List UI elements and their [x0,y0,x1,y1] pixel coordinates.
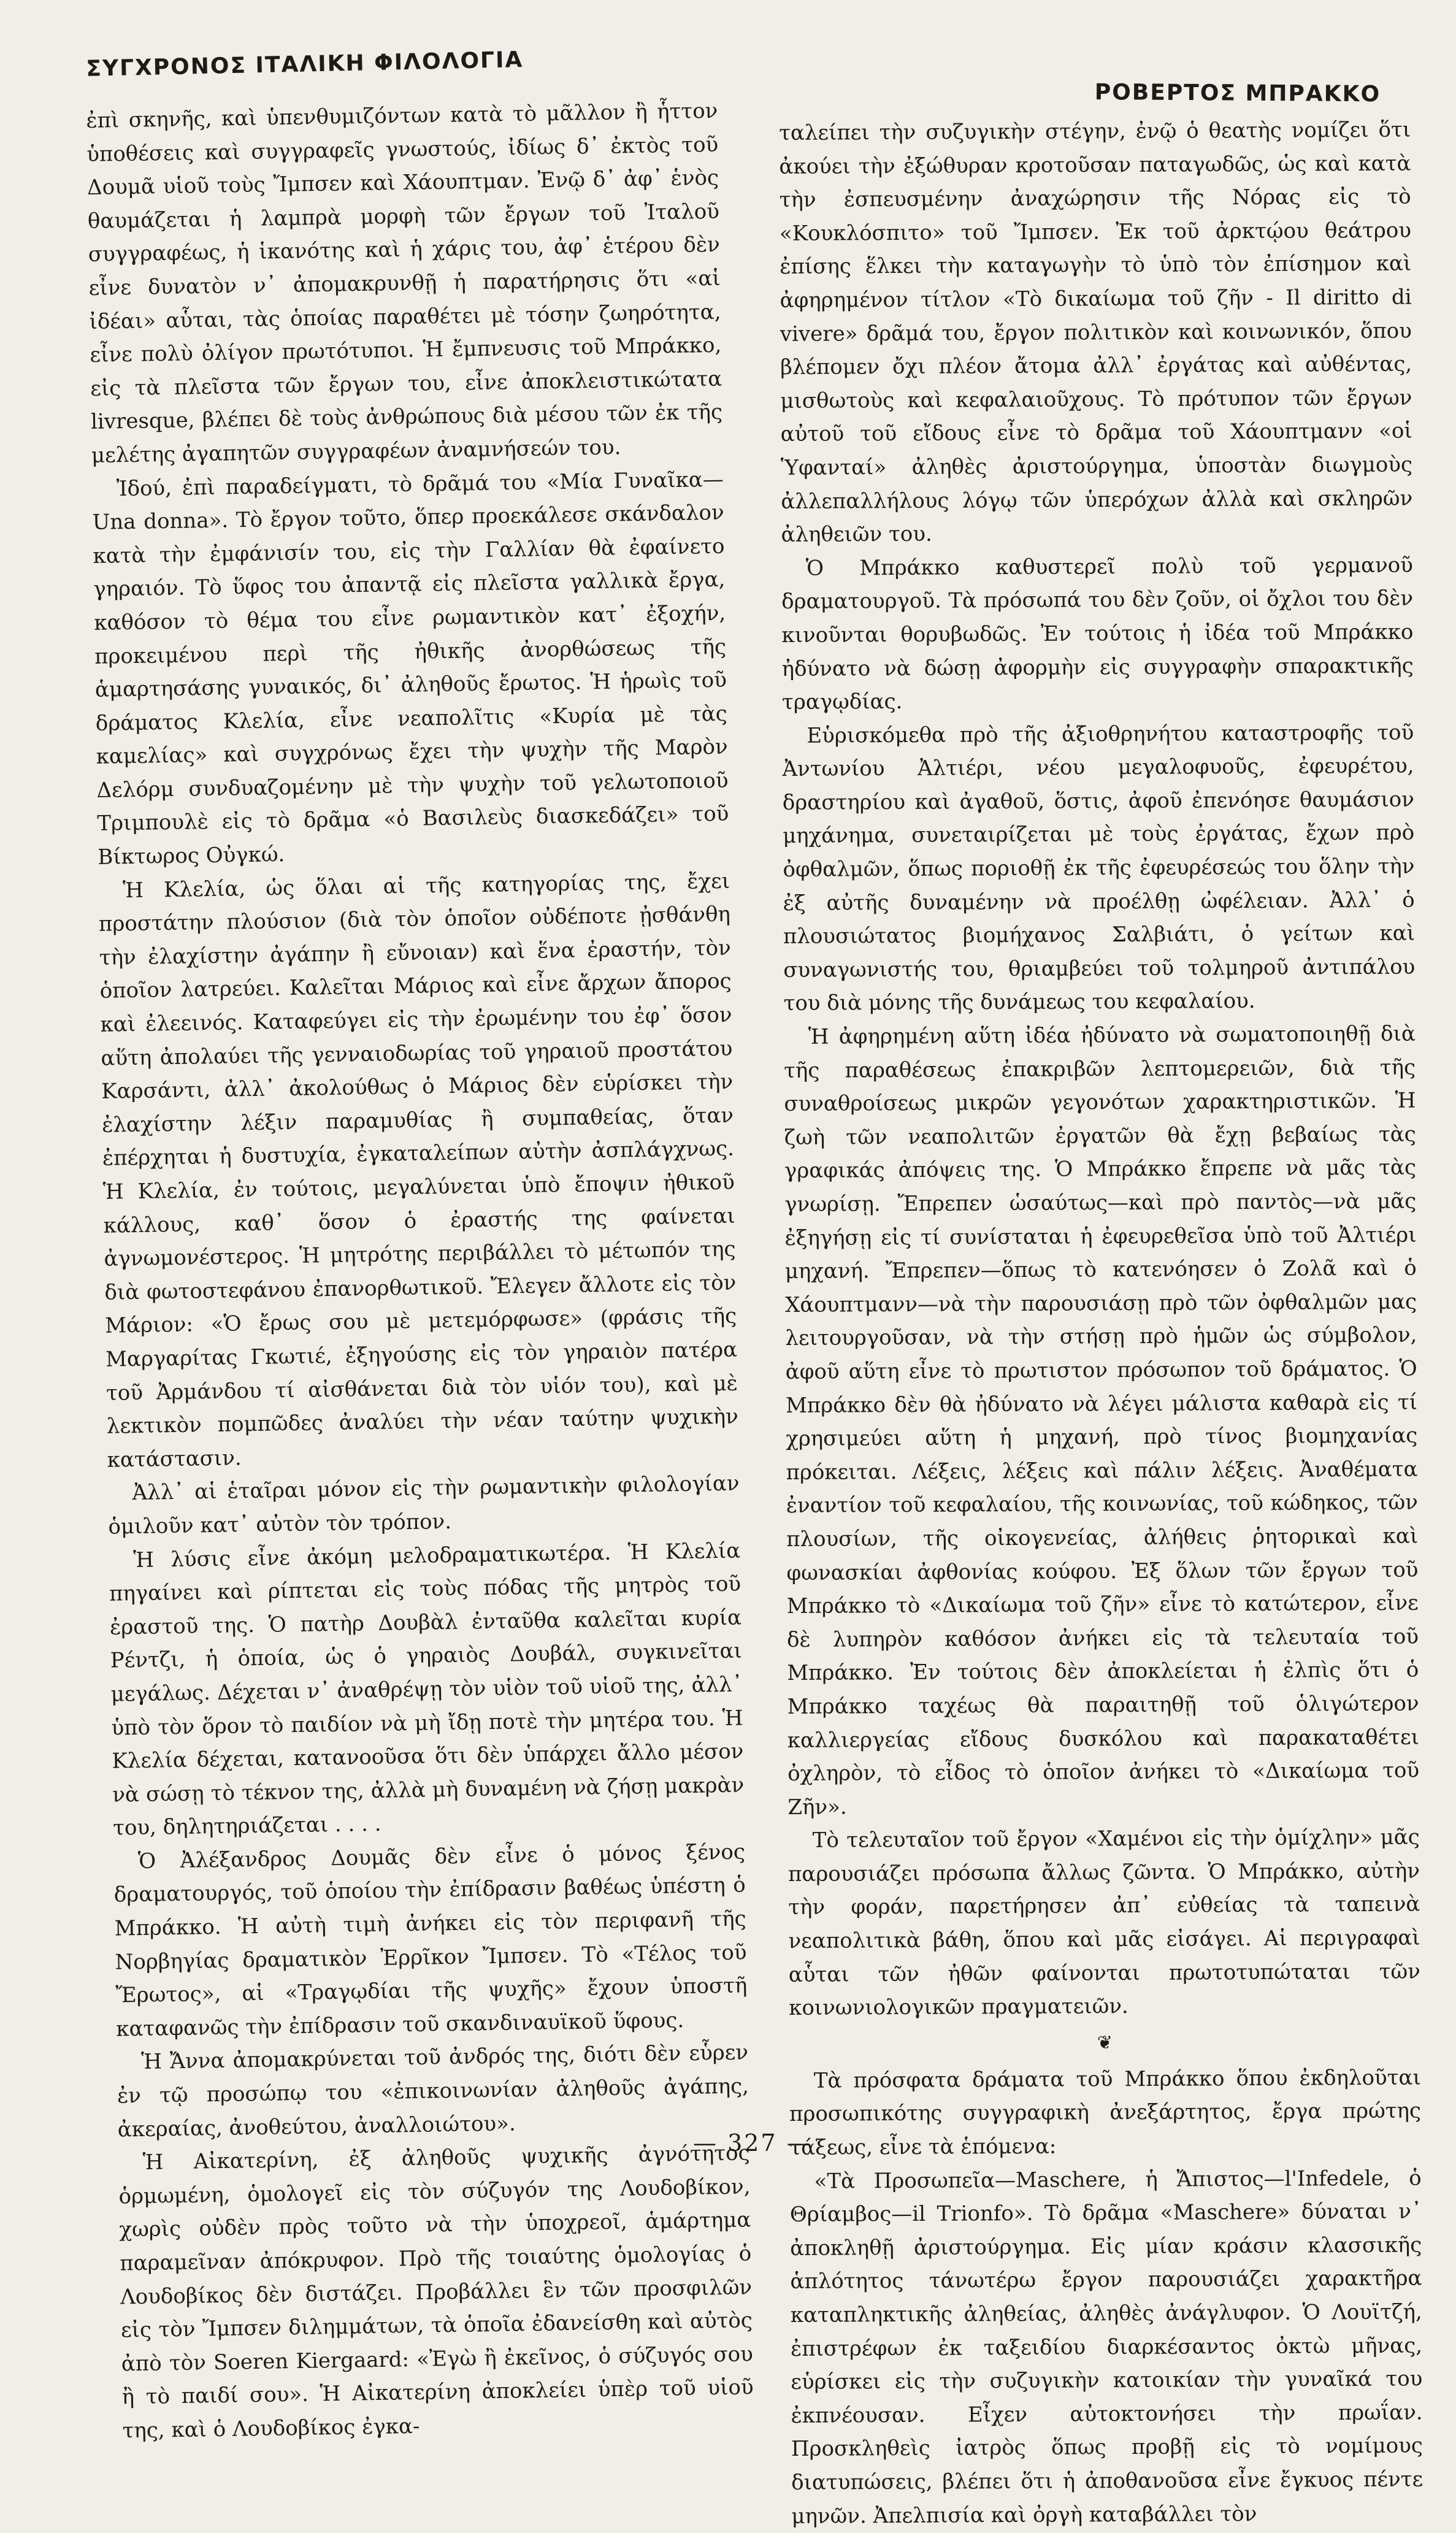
page-number: — 327 — [693,2129,812,2156]
paragraph: Ἡ Ἄννα ἀπομακρύνεται τοῦ ἀνδρός της, διότι δὲν εὗρεν ἐν τῷ προσώπῳ του «ἐπικοινωνίαν ἀληθοῦς ἀγάπης, ἀκεραίας, ἀνοθεύτου, ἀναλλοιώτου». [117,2040,749,2142]
paragraph: Ἡ Αἰκατερίνη, ἐξ ἀληθοῦς ψυχικῆς ἀγνότητος ὁρμωμένη, ὁμολογεῖ εἰς τὸν σύζυγόν της Λουδοβίκον, χωρὶς οὐδὲν πρὸς τοῦτο νὰ τὴν ὑποχρεοῖ, ἁμάρτημα παραμεῖναν ἀπόκρυφον. Πρὸ τῆς τοιαύτης ὁμολογίας ὁ Λουδοβίκος δὲν διστάζει. Προβάλλει ἓν τῶν προσφιλῶν εἰς τὸν Ἴμπσεν διλημμάτων, τὰ ὁποῖα ἐδανείσθη καὶ αὐτὸς ἀπὸ τὸν Soeren Kiergaard: «Ἐγὼ ἢ ἐκεῖνος, ὁ σύζυγός σου ἢ τὸ παιδί σου». Ἡ Αἰκατερίνη ἀποκλείει ὑπὲρ τοῦ υἱοῦ της, καὶ ὁ Λουδοβίκος ἐγκα- [118,2140,754,2443]
paragraph: Ὁ Ἀλέξανδρος Δουμᾶς δὲν εἶνε ὁ μόνος ξένος δραματουργός, τοῦ ὁποίου τὴν ἐπίδρασιν βαθέως ὑπέστη ὁ Μπράκκο. Ἡ αὐτὴ τιμὴ ἀνήκει εἰς τὸν περιφανῆ τῆς Νορβηγίας δραματικὸν Ἐρρῖκον Ἴμπσεν. Τὸ «Τέλος τοῦ Ἔρωτος», αἱ «Τραγῳδίαι τῆς ψυχῆς» ἔχουν ὑποστῆ καταφανῶς τὴν ἐπίδρασιν τοῦ σκανδιναυϊκοῦ ὕφους. [113,1839,748,2042]
paragraph: «Τὰ Προσωπεῖα—Maschere, ἡ Ἄπιστος—l'Infedele, ὁ Θρίαμβος—il Trionfo». Τὸ δρᾶμα «Maschere» δύναται ν᾿ ἀποκληθῇ ἀριστούργημα. Εἰς μίαν κράσιν κλασσικῆς ἁπλότητος τάνωτέρω ἔργον παρουσιάζει χαρακτῆρα καταπληκτικῆς ἀληθείας, ἀληθὲς ἀνάγλυφον. Ὁ Λουϊτζή, ἐπιστρέφων ἐκ ταξειδίου διαρκέσαντος ὀκτὼ μῆνας, εὑρίσκει εἰς τὴν συζυγικὴν κατοικίαν τὴν γυναῖκά του ἐκπνέουσαν. Εἶχεν αὐτοκτονήσει τὴν πρωΐαν. Προσκληθεὶς ἰατρὸς ὅπως προβῇ εἰς τὸ νομίμους διατυπώσεις, βλέπει ὅτι ἡ ἀποθανοῦσα εἶνε ἔγκυος πέντε μηνῶν. Ἀπελπισία καὶ ὀργὴ καταβάλλει τὸν [789,2166,1423,2529]
running-head-right: ΡΟΒΕΡΤΟΣ ΜΠΡΑΚΚΟ [1094,80,1381,107]
paragraph: Ἡ Κλελία, ὡς ὅλαι αἱ τῆς κατηγορίας της, ἔχει προστάτην πλούσιον (διὰ τὸν ὁποῖον οὐδέποτε ᾐσθάνθη τὴν ἐλαχίστην ἀγάπην ἢ εὔνοιαν) καὶ ἕνα ἐραστήν, τὸν ὁποῖον λατρεύει. Καλεῖται Μάριος καὶ εἶνε ἄρχων ἄπορος καὶ ἐλεεινός. Καταφεύγει εἰς τὴν ἐρωμένην του ἐφ᾿ ὅσον αὕτη ἀπολαύει τῆς γενναιοδωρίας τοῦ γηραιοῦ προστάτου Καρσάντι, ἀλλ᾿ ἀκολούθως ὁ Μάριος δὲν εὑρίσκει τὴν ἐλαχίστην λέξιν παραμυθίας ἢ συμπαθείας, ὅταν ἐπέρχηται ἡ δυστυχία, ἐγκαταλείπων αὐτὴν ἀσπλάγχνως. Ἡ Κλελία, ἐν τούτοις, μεγαλύνεται ὑπὸ ἔποψιν ἠθικοῦ κάλλους, καθ᾿ ὅσον ὁ ἐραστής της φαίνεται ἀγνωμονέστερος. Ἡ μητρότης περιβάλλει τὸ μέτωπόν της διὰ φωτοστεφάνου ἐπανορθωτικοῦ. Ἔλεγεν ἄλλοτε εἰς τὸν Μάριον: «Ὁ ἔρως σου μὲ μετεμόρφωσε» (φράσις τῆς Μαργαρίτας Γκωτιέ, ἐξηγούσης εἰς τὸν γηραιὸν πατέρα τοῦ Ἀρμάνδου τί αἰσθάνεται διὰ τὸν υἱόν του), καὶ μὲ λεκτικὸν πομπῶδες ἀναλύει τὴν νέαν ταύτην ψυχικὴν κατάστασιν. [98,868,739,1473]
paragraph: ταλείπει τὴν συζυγικὴν στέγην, ἐνῷ ὁ θεατὴς νομίζει ὅτι ἀκούει τὴν ἐξώθυραν κροτοῦσαν παταγωδῶς, ὡς καὶ κατὰ τὴν ἐσπευσμένην ἀναχώρησιν τῆς Νόρας εἰς τὸ «Κουκλόσπιτο» τοῦ Ἴμπσεν. Ἐκ τοῦ ἀρκτῴου θεάτρου ἐπίσης ἕλκει τὴν καταγωγὴν τὸ ὑπὸ τὸν ἐπίσημον καὶ ἀφηρημένον τίτλον «Τὸ δικαίωμα τοῦ ζῆν - Il diritto di vivere» δρᾶμά του, ἔργον πολιτικὸν καὶ κοινωνικόν, ὅπου βλέπομεν ὄχι πλέον ἄτομα ἀλλ᾿ ἐργάτας καὶ αὐθέντας, μισθωτοὺς καὶ κεφαλαιοῦχους. Τὸ πρότυπον τῶν ἔργων αὐτοῦ τοῦ εἴδους εἶνε τὸ δρᾶμα τοῦ Χάουπτμανν «οἱ Ὑφανταί» ἀληθὲς ἀριστούργημα, ὑποστὰν διωγμοὺς ἀλλεπαλλήλους λόγῳ τῶν ὑπερόχων ἀλλὰ καὶ σκληρῶν ἀληθειῶν του. [779,117,1413,548]
right-column [779,113,1423,2533]
paragraph: Ἰδού, ἐπὶ παραδείγματι, τὸ δρᾶμά του «Μία Γυναῖκα—Una donna». Τὸ ἔργον τοῦτο, ὅπερ προεκάλεσε σκάνδαλον κατὰ τὴν ἐμφάνισίν του, εἰς τὴν Γαλλίαν θὰ ἐφαίνετο γηραιόν. Τὸ ὕφος του ἀπαντᾷ εἰς πλεῖστα γαλλικὰ ἔργα, καθόσον τὸ θέμα του εἶνε ρωμαντικὸν κατ᾿ ἐξοχήν, προκειμένου περὶ τῆς ἠθικῆς ἀνορθώσεως τῆς ἁμαρτησάσης γυναικός, δι᾿ ἀληθοῦς ἔρωτος. Ἡ ἡρωὶς τοῦ δράματος Κλελία, εἶνε νεαπολῖτις «Κυρία μὲ τὰς καμελίας» καὶ συγχρόνως ἔχει τὴν ψυχὴν τῆς Μαρὸν Δελόρμ συνδυαζομένην μὲ τὴν ψυχὴν τοῦ γελωτοποιοῦ Τριμπουλὲ εἰς τὸ δρᾶμα «ὁ Βασιλεὺς διασκεδάζει» τοῦ Βίκτωρος Οὐγκώ. [92,467,729,870]
running-head-left: ΣΥΓΧΡΟΝΟΣ ΙΤΑΛΙΚΗ ΦΙΛΟΛΟΓΙΑ [86,47,524,82]
left-column [86,94,754,2448]
paragraph: Ὁ Μπράκκο καθυστερεῖ πολὺ τοῦ γερμανοῦ δραματουργοῦ. Τὰ πρόσωπά του δὲν ζοῦν, οἱ ὄχλοι του δὲν κινοῦνται θορυβωδῶς. Ἐν τούτοις ἡ ἰδέα τοῦ Μπράκκο ἠδύνατο νὰ δώσῃ ἀφορμὴν εἰς συγγραφὴν σπαρακτικῆς τραγῳδίας. [781,553,1414,715]
paragraph: Εὑρισκόμεθα πρὸ τῆς ἀξιοθρηνήτου καταστροφῆς τοῦ Ἀντωνίου Ἀλτιέρι, νέου μεγαλοφυοῦς, ἐφευρέτου, δραστηρίου καὶ ἀγαθοῦ, ὅστις, ἀφοῦ ἐπενόησε θαυμάσιον μηχάνημα, συνεταιρίζεται μὲ τοὺς ἐργάτας, ἔχων πρὸ ὀφθαλμῶν, ὅπως ποριοθῇ ἐκ τῆς ἐφευρέσεώς του ὅλην τὴν ἐξ αὐτῆς δυναμένην νὰ προέλθῃ ὠφέλειαν. Ἀλλ᾿ ὁ πλουσιώτατος βιομήχανος Σαλβιάτι, ὁ γείτων καὶ συναγωνιστής του, θριαμβεύει τοῦ τολμηροῦ ἀντιπάλου του διὰ μόνης τῆς δυνάμεως του κεφαλαίου. [782,720,1416,1016]
paragraph: ἐπὶ σκηνῆς, καὶ ὑπενθυμιζόντων κατὰ τὸ μᾶλλον ἢ ἧττον ὑποθέσεις καὶ συγγραφεῖς γνωστούς, ἰδίως δ᾿ ἐκτὸς τοῦ Δουμᾶ υἱοῦ τοὺς Ἴμπσεν καὶ Χάουπτμαν. Ἐνῷ δ᾿ ἀφ᾿ ἑνὸς θαυμάζεται ἡ λαμπρὰ μορφὴ τῶν ἔργων τοῦ Ἰταλοῦ συγγραφέως, ἡ ἱκανότης καὶ ἡ χάρις του, ἀφ᾿ ἑτέρου δὲν εἶνε δυνατὸν ν᾿ ἀπομακρυνθῇ ἡ παρατήρησις ὅτι «αἱ ἰδέαι» αὗται, τὰς ὁποίας παραθέτει μὲ τόσην ζωηρότητα, εἶνε πολὺ ὀλίγον πρωτότυποι. Ἡ ἔμπνευσις τοῦ Μπράκκο, εἰς τὰ πλεῖστα τῶν ἔργων του, εἶνε ἀποκλειστικώτατα livresque, βλέπει δὲ τοὺς ἀνθρώπους διὰ μέσου τῶν ἐκ τῆς μελέτης ἀγαπητῶν συγγραφέων ἀναμνήσεών του. [86,98,723,468]
paragraph: Ἡ ἀφηρημένη αὕτη ἰδέα ἠδύνατο νὰ σωματοποιηθῇ διὰ τῆς παραθέσεως ἐπακριβῶν λεπτομερειῶν, διὰ τῆς συναθροίσεως μικρῶν γεγονότων χαρακτηριστικῶν. Ἡ ζωὴ τῶν νεαπολιτῶν ἐργατῶν θὰ ἔχῃ βεβαίως τὰς γραφικάς ἀπόψεις της. Ὁ Μπράκκο ἔπρεπε νὰ μᾶς τὰς γνωρίσῃ. Ἔπρεπεν ὡσαύτως—καὶ πρὸ παντὸς—νὰ μᾶς ἐξηγήσῃ εἰς τί συνίσταται ἡ ἐφευρεθεῖσα ὑπὸ τοῦ Ἀλτιέρι μηχανή. Ἔπρεπεν—ὅπως τὸ κατενόησεν ὁ Ζολᾶ καὶ ὁ Χάουπτμανν—νὰ τὴν παρουσιάσῃ πρὸ τῶν ὀφθαλμῶν μας λειτουργοῦσαν, νὰ τὴν στήσῃ πρὸ ἡμῶν ὡς σύμβολον, ἀφοῦ αὕτη εἶνε τὸ πρωτιστον πρόσωπον τοῦ δράματος. Ὁ Μπράκκο δὲν θὰ ἠδύνατο νὰ λέγει μάλιστα καθαρὰ εἰς τί χρησιμεύει αὕτη ἡ μηχανή, πρὸ τίνος βιομηχανίας πρόκειται. Λέξεις, λέξεις καὶ πάλιν λέξεις. Ἀναθέματα ἐναντίον τοῦ κεφαλαίου, τῆς κοινωνίας, τοῦ κώδηκος, τῶν πλουσίων, τῆς οἰκογενείας, ἀλήθεις ῥητορικαὶ καὶ φωνασκίαι ἀφθονίας κούφου. Ἐξ ὅλων τῶν ἔργων τοῦ Μπράκκο τὸ «Δικαίωμα τοῦ ζῆν» εἶνε τὸ κατώτερον, εἶνε δὲ λυπηρὸν καθόσον ἀνήκει εἰς τὰ τελευταία τοῦ Μπράκκο. Ἐν τούτοις δὲν ἀποκλείεται ἡ ἐλπὶς ὅτι ὁ Μπράκκο ταχέως θὰ παραιτηθῇ τοῦ ὁλιγώτερον καλλιεργείας εἴδους δυσκόλου καὶ παρακαταθέτει ὀχληρὸν, τὸ εἶδος τὸ ὁποῖον ἀνήκει τὸ «Δικαίωμα τοῦ Ζῆν». [784,1021,1420,1820]
section-ornament: ❦ [1097,2032,1113,2054]
paragraph: Ἡ λύσις εἶνε ἀκόμη μελοδραματικωτέρα. Ἡ Κλελία πηγαίνει καὶ ρίπτεται εἰς τοὺς πόδας τῆς μητρὸς τοῦ ἐραστοῦ της. Ὁ πατὴρ Δουβὰλ ἐνταῦθα καλεῖται κυρία Ρέντζι, ἡ ὁποία, ὡς ὁ γηραιὸς Δουβάλ, συγκινεῖται μεγάλως. Δέχεται ν᾿ ἀναθρέψῃ τὸν υἱὸν τοῦ υἱοῦ της, ἀλλ᾿ ὑπὸ τὸν ὅρον τὸ παιδίον νὰ μὴ ἴδῃ ποτὲ τὴν μητέρα του. Ἡ Κλελία δέχεται, κατανοοῦσα ὅτι δὲν ὑπάρχει ἄλλο μέσον νὰ σώσῃ τὸ τέκνον της, ἀλλὰ μὴ δυναμένη νὰ ζήσῃ μακρὰν του, δηλητηριάζεται . . . . [109,1538,745,1841]
paragraph: Τὰ πρόσφατα δράματα τοῦ Μπράκκο ὅπου ἐκδηλοῦται προσωπικότης συγγραφικὴ ἀνεξάρτητος, ἔργα πρώτης τάξεως, εἶνε τὰ ἑπόμενα: [789,2065,1422,2160]
paragraph: Τὸ τελευταῖον τοῦ ἔργον «Χαμένοι εἰς τὴν ὁμίχλην» μᾶς παρουσιάζει πρόσωπα ἄλλως ζῶντα. Ὁ Μπράκκο, αὐτὴν τὴν φοράν, παρετήρησεν ἀπ᾿ εὐθείας τὰ ταπεινὰ νεαπολιτικὰ βάθη, ὅπου καὶ μᾶς εἰσάγει. Αἱ περιγραφαὶ αὗται τῶν ἠθῶν φαίνονται πρωτοτυπώταται τῶν κοινωνιολογικῶν πραγματειῶν. [787,1825,1420,2021]
paragraph: Ἀλλ᾿ αἱ ἑταῖραι μόνον εἰς τὴν ρωμαντικὴν φιλολογίαν ὁμιλοῦν κατ᾿ αὐτὸν τὸν τρόπον. [108,1471,740,1539]
